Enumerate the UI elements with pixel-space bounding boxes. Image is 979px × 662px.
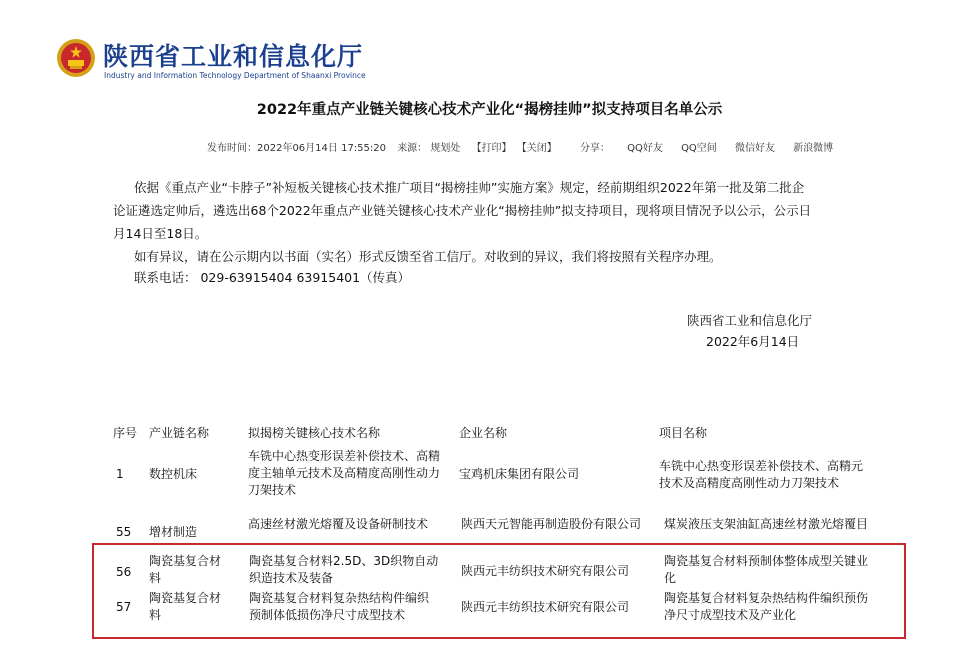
body-line-4: 如有异议，请在公示期内以书面（实名）形式反馈至省工信厅。对收到的异议，我们将按照有关程序办理。 — [134, 249, 722, 264]
row-tech: 陶瓷基复合材料复杂热结构件编织预制体低损伤净尺寸成型技术 — [249, 591, 430, 622]
body-line-1: 依据《重点产业“卡脖子”补短板关键核心技术推广项目“揭榜挂帅”实施方案》规定，经前期组织2022年第一批及第二批企 — [134, 180, 805, 195]
row-project: 陶瓷基复合材料复杂热结构件编织预伤净尺寸成型技术及产业化 — [664, 591, 869, 622]
row-project: 车铣中心热变形误差补偿技术、高精元技术及高精度高刚性动力刀架技术 — [659, 459, 864, 490]
print-link[interactable]: 【打印】 — [471, 143, 512, 154]
row-tech: 车铣中心热变形误差补偿技术、高精度主轴单元技术及高精度高刚性动力刀架技术 — [248, 449, 441, 497]
national-emblem-icon — [56, 38, 96, 78]
article-title: 2022年重点产业链关键核心技术产业化“揭榜挂帅”拟支持项目名单公示 — [256, 102, 723, 118]
col-header-company: 企业名称 — [459, 426, 508, 440]
article-meta — [207, 139, 848, 154]
signature-org: 陕西省工业和信息化厅 — [687, 313, 813, 328]
row-chain: 数控机床 — [149, 467, 198, 481]
row-no: 56 — [116, 565, 132, 579]
row-company: 陕西元丰纺织技术研究有限公司 — [461, 600, 630, 614]
row-tech: 高速丝材激光熔覆及设备研制技术 — [248, 517, 429, 531]
row-project: 煤炭液压支架油缸高速丝材激光熔覆目 — [664, 517, 869, 531]
row-chain: 陶瓷基复合材料 — [149, 554, 222, 585]
signature-date: 2022年6月14日 — [706, 334, 800, 349]
col-header-tech: 拟揭榜关键核心技术名称 — [248, 426, 381, 440]
source: 来源： 规划处 — [397, 143, 461, 154]
col-header-no: 序号 — [113, 426, 138, 440]
col-header-chain: 产业链名称 — [149, 426, 210, 440]
row-tech: 陶瓷基复合材料2.5D、3D织物自动织造技术及装备 — [249, 554, 439, 585]
row-project: 陶瓷基复合材料预制体整体成型关键业化 — [664, 554, 869, 585]
share-label: 分享： — [579, 143, 610, 154]
body-line-3: 月14日至18日。 — [113, 226, 208, 241]
close-link[interactable]: 【关闭】 — [516, 143, 557, 154]
row-no: 57 — [116, 600, 132, 614]
row-no: 55 — [116, 525, 132, 539]
row-chain: 陶瓷基复合材料 — [149, 591, 222, 622]
publish-time: 发布时间：2022年06月14日 17:55:20 — [207, 143, 386, 154]
col-header-project: 项目名称 — [659, 426, 708, 440]
org-name-en: Industry and Information Technology Department of Shaanxi Province — [104, 71, 366, 80]
row-no: 1 — [116, 467, 124, 481]
share-weibo[interactable]: 新浪微博 — [793, 143, 834, 154]
row-company: 陕西元丰纺织技术研究有限公司 — [461, 564, 630, 578]
share-qq-friend[interactable]: QQ好友 — [627, 143, 663, 154]
org-name-cn: 陕西省工业和信息化厅 — [103, 42, 364, 71]
row-company: 宝鸡机床集团有限公司 — [459, 467, 580, 481]
body-line-5: 联系电话： 029-63915404 63915401（传真） — [134, 270, 411, 285]
highlight-box — [92, 543, 906, 639]
body-line-2: 论证遴选定帅后，遴选出68个2022年重点产业链关键核心技术产业化“揭榜挂帅”拟支持项目，现将项目情况予以公示，公示日 — [113, 203, 812, 218]
row-chain: 增材制造 — [149, 525, 198, 539]
share-qq-zone[interactable]: QQ空间 — [681, 143, 717, 154]
row-company: 陕西天元智能再制造股份有限公司 — [461, 517, 642, 531]
share-wechat[interactable]: 微信好友 — [735, 143, 775, 154]
